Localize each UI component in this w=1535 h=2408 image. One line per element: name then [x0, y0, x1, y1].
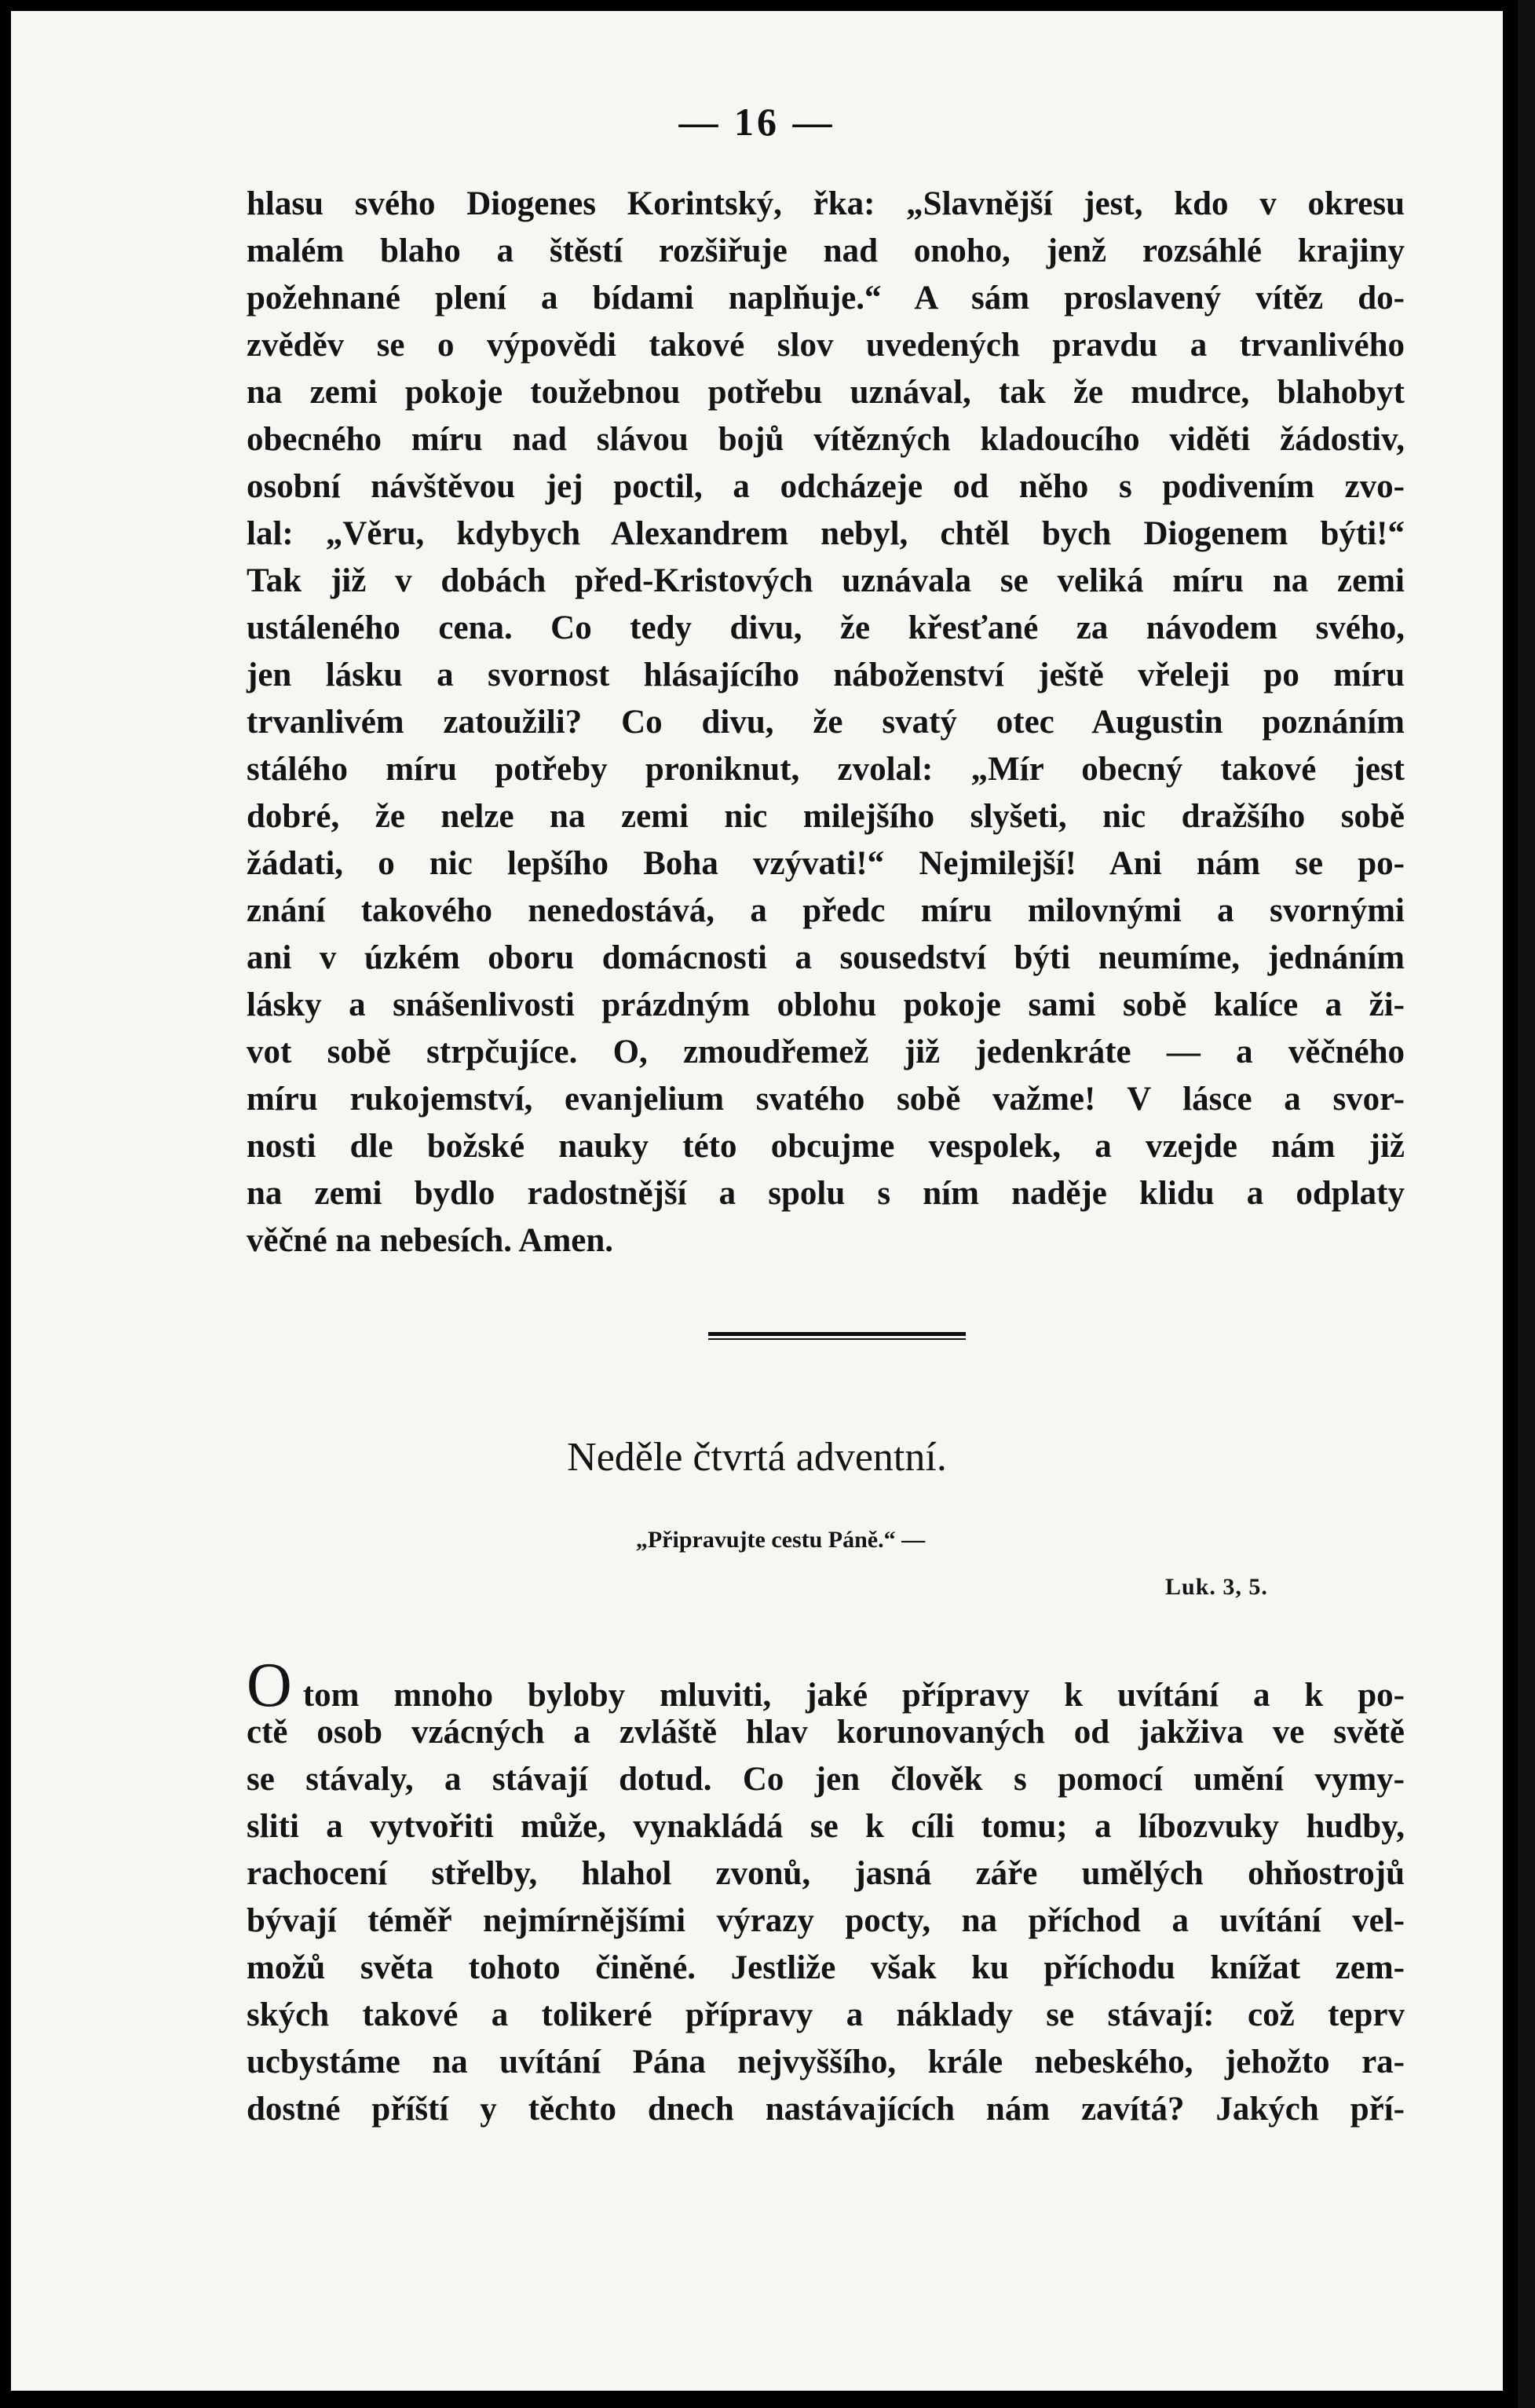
page-edge-shadow [1518, 0, 1535, 2408]
scripture-motto: „Připravujte cestu Páně.“ — [635, 1527, 926, 1553]
section-divider-rule [708, 1332, 966, 1340]
text-line: na zemi bydlo radostnější a spolu s ním naděje klidu a odplaty [247, 1175, 1405, 1212]
text-line: ucbystáme na uvítání Pána nejvyššího, krále nebeského, jehožto ra- [247, 2044, 1405, 2080]
text-line: nosti dle božské nauky této obcujme vespolek, a vzejde nám již [247, 1128, 1405, 1165]
text-line: dobré, že nelze na zemi nic milejšího slyšeti, nic dražšího sobě [247, 798, 1405, 835]
text-line: lal: „Věru, kdybych Alexandrem nebyl, chtěl bych Diogenem býti!“ [247, 515, 1405, 552]
text-line: trvanlivém zatoužili? Co divu, že svatý otec Augustin poznáním [247, 704, 1405, 741]
paragraph-sermon-ending [247, 181, 1405, 1264]
text-line: vot sobě strpčujíce. O, zmoudřemež již jedenkráte — a věčného [247, 1034, 1405, 1070]
text-line: malém blaho a štěstí rozšiřuje nad onoho, jenž rozsáhlé krajiny [247, 232, 1405, 269]
text-line: obecného míru nad slávou bojů vítězných kladoucího viděti žádostiv, [247, 421, 1405, 458]
first-line-text: tom mnoho byloby mluviti, jaké přípravy k uvítání a k po- [302, 1677, 1405, 1714]
paragraph-sermon-opening [247, 1651, 1405, 2133]
text-line: míru rukojemství, evanjelium svatého sobě važme! V lásce a svor- [247, 1081, 1405, 1118]
text-line: ani v úzkém oboru domácnosti a sousedství býti neumíme, jednáním [247, 939, 1405, 976]
text-line: ustáleného cena. Co tedy divu, že křesťané za návodem svého, [247, 609, 1405, 646]
text-line: rachocení střelby, hlahol zvonů, jasná záře umělých ohňostrojů [247, 1855, 1405, 1892]
page-number: — 16 — [678, 100, 835, 144]
text-line: osobní návštěvou jej poctil, a odcházeje od něho s podivením zvo- [247, 468, 1405, 505]
text-line: znání takového nenedostává, a předc míru milovnými a svornými [247, 892, 1405, 929]
text-line: sliti a vytvořiti může, vynakládá se k cíli tomu; a líbozvuky hudby, [247, 1808, 1405, 1845]
text-line: se stávaly, a stávají dotud. Co jen člověk s pomocí umění vymy- [247, 1761, 1405, 1798]
scripture-reference: Luk. 3, 5. [1165, 1574, 1268, 1600]
text-line: na zemi pokoje toužebnou potřebu uznával, tak že mudrce, blahobyt [247, 374, 1405, 411]
text-line: stálého míru potřeby proniknut, zvolal: „Mír obecný takové jest [247, 751, 1405, 788]
text-line: žádati, o nic lepšího Boha vzývati!“ Nejmilejší! Ani nám se po- [247, 845, 1405, 882]
text-line: ských takové a tolikeré přípravy a náklady se stávají: což teprv [247, 1996, 1405, 2033]
text-line: lásky a snášenlivosti prázdným oblohu pokoje sami sobě kalíce a ži- [247, 986, 1405, 1023]
text-line: hlasu svého Diogenes Korintský, řka: „Slavnější jest, kdo v okresu [247, 185, 1405, 222]
text-line: požehnané plení a bídami naplňuje.“ A sám proslavený vítěz do- [247, 280, 1405, 317]
text-line: jen lásku a svornost hlásajícího náboženství ještě vřeleji po míru [247, 657, 1405, 693]
text-line: možů světa tohoto činěné. Jestliže však ku příchodu knížat zem- [247, 1949, 1405, 1986]
text-line: Tak již v dobách před-Kristových uznávala se veliká míru na zemi [247, 562, 1405, 599]
text-line: zvěděv se o výpovědi takové slov uvedených pravdu a trvanlivého [247, 327, 1405, 364]
text-line: ctě osob vzácných a zvláště hlav korunovaných od jakživa ve světě [247, 1714, 1405, 1751]
text-line: bývají téměř nejmírnějšími výrazy pocty, na příchod a uvítání vel- [247, 1902, 1405, 1939]
drop-cap: O [247, 1651, 292, 1720]
text-line: dostné příští y těchto dnech nastávajících nám zavítá? Jakých pří- [247, 2091, 1405, 2128]
book-page [11, 11, 1503, 2391]
text-line-first [247, 1651, 1405, 1720]
text-line: věčné na nebesích. Amen. [247, 1222, 614, 1259]
section-heading: Neděle čtvrtá adventní. [567, 1435, 947, 1480]
